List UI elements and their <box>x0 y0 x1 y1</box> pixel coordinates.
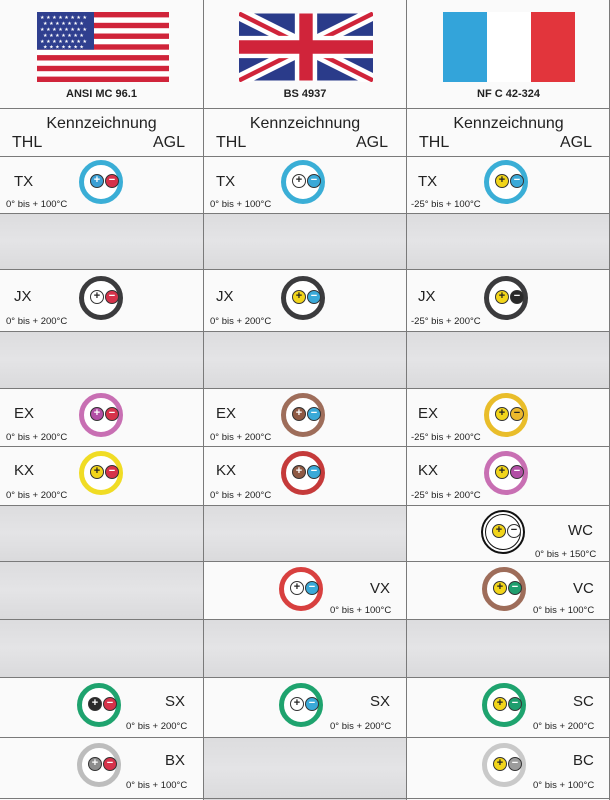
svg-text:★ ★ ★ ★ ★ ★ ★: ★ ★ ★ ★ ★ ★ ★ <box>43 21 84 27</box>
code-label: WC <box>568 522 593 539</box>
marking-title: Kennzeichnung <box>453 115 564 132</box>
temp-range: -25° bis + 200°C <box>411 316 481 327</box>
minus-icon: − <box>510 524 518 536</box>
svg-text:★ ★ ★ ★ ★ ★ ★ ★: ★ ★ ★ ★ ★ ★ ★ ★ <box>40 27 87 33</box>
positive-conductor-icon <box>88 757 102 771</box>
plus-icon: + <box>91 697 99 709</box>
cable-cross-section-icon <box>79 393 123 437</box>
negative-conductor-icon <box>105 174 119 188</box>
positive-conductor-icon <box>495 407 509 421</box>
plus-icon: + <box>93 407 101 419</box>
empty-row <box>0 619 610 677</box>
cable-cross-section-icon <box>484 451 528 495</box>
negative-conductor-icon <box>510 290 524 304</box>
plus-icon: + <box>93 174 101 186</box>
cable-cross-section-icon <box>281 451 325 495</box>
plus-icon: + <box>498 174 506 186</box>
code-label: VX <box>370 580 391 597</box>
plus-icon: + <box>293 581 301 593</box>
negative-conductor-icon <box>510 174 524 188</box>
negative-conductor-icon <box>510 407 524 421</box>
marking-title: Kennzeichnung <box>249 115 361 132</box>
temp-range: 0° bis + 200°C <box>126 721 188 732</box>
plus-icon: + <box>496 757 504 769</box>
temp-range: 0° bis + 200°C <box>6 316 68 327</box>
code-label: BX <box>165 752 186 769</box>
positive-conductor-icon <box>493 697 507 711</box>
positive-conductor-icon <box>290 581 304 595</box>
code-label: KX <box>418 462 439 479</box>
positive-conductor-icon <box>292 174 306 188</box>
plus-icon: + <box>293 697 301 709</box>
minus-icon: − <box>106 697 114 709</box>
cable-cross-section-icon <box>481 510 525 554</box>
cable-cross-section-icon <box>281 160 325 204</box>
positive-conductor-icon <box>493 757 507 771</box>
code-label: SX <box>370 693 391 710</box>
code-label: KX <box>14 462 35 479</box>
positive-conductor-icon <box>90 174 104 188</box>
plus-icon: + <box>295 465 303 477</box>
minus-icon: − <box>308 697 316 709</box>
plus-icon: + <box>496 581 504 593</box>
cable-cross-section-icon <box>281 276 325 320</box>
positive-conductor-icon <box>90 290 104 304</box>
negative-conductor-icon <box>103 697 117 711</box>
standard-name: ANSI MC 96.1 <box>66 88 137 100</box>
code-label: SX <box>165 693 186 710</box>
cable-cross-section-icon <box>77 743 121 787</box>
temp-range: 0° bis + 200°C <box>210 432 272 443</box>
uk-flag <box>239 12 373 82</box>
temp-range: 0° bis + 100°C <box>533 605 595 616</box>
empty-cell <box>204 737 406 800</box>
agl-label: AGL <box>355 134 388 151</box>
fr-flag <box>443 12 575 82</box>
code-label: EX <box>418 405 439 422</box>
cable-cross-section-icon <box>79 276 123 320</box>
temp-range: 0° bis + 100°C <box>126 780 188 791</box>
standard-header-nf <box>407 0 610 108</box>
code-label: VC <box>573 580 594 597</box>
minus-icon: − <box>310 174 318 186</box>
positive-conductor-icon <box>495 465 509 479</box>
cable-cross-section-icon <box>482 743 526 787</box>
code-label: SC <box>573 693 594 710</box>
minus-icon: − <box>108 290 116 302</box>
temp-range: 0° bis + 200°C <box>533 721 595 732</box>
thl-label: THL <box>419 134 450 151</box>
temp-range: 0° bis + 200°C <box>210 490 272 501</box>
plus-icon: + <box>91 757 99 769</box>
standard-header-ansi <box>0 0 203 108</box>
svg-text:★ ★ ★ ★ ★ ★ ★ ★: ★ ★ ★ ★ ★ ★ ★ ★ <box>40 15 87 21</box>
minus-icon: − <box>513 465 521 477</box>
temp-range: 0° bis + 200°C <box>330 721 392 732</box>
cable-cross-section-icon <box>279 683 323 727</box>
negative-conductor-icon <box>105 465 119 479</box>
temp-range: 0° bis + 100°C <box>210 199 272 210</box>
plus-icon: + <box>93 290 101 302</box>
positive-conductor-icon <box>290 697 304 711</box>
plus-icon: + <box>93 465 101 477</box>
temp-range: 0° bis + 200°C <box>210 316 272 327</box>
positive-conductor-icon <box>495 290 509 304</box>
code-label: KX <box>216 462 237 479</box>
marking-header-bs <box>204 108 406 156</box>
minus-icon: − <box>108 465 116 477</box>
code-label: TX <box>418 173 438 190</box>
positive-conductor-icon <box>90 407 104 421</box>
positive-conductor-icon <box>493 581 507 595</box>
positive-conductor-icon <box>292 290 306 304</box>
cable-cross-section-icon <box>484 160 528 204</box>
code-label: BC <box>573 752 594 769</box>
negative-conductor-icon <box>307 407 321 421</box>
code-label: JX <box>216 288 234 305</box>
plus-icon: + <box>495 524 503 536</box>
cable-cross-section-icon <box>484 276 528 320</box>
temp-range: -25° bis + 200°C <box>411 432 481 443</box>
plus-icon: + <box>295 174 303 186</box>
cable-cross-section-icon <box>482 683 526 727</box>
negative-conductor-icon <box>305 581 319 595</box>
code-label: EX <box>14 405 35 422</box>
temp-range: -25° bis + 200°C <box>411 490 481 501</box>
minus-icon: − <box>310 290 318 302</box>
minus-icon: − <box>511 757 519 769</box>
minus-icon: − <box>308 581 316 593</box>
temp-range: 0° bis + 200°C <box>6 432 68 443</box>
marking-header-ansi <box>0 108 203 156</box>
svg-text:★ ★ ★ ★ ★ ★ ★: ★ ★ ★ ★ ★ ★ ★ <box>43 44 84 51</box>
code-label: JX <box>418 288 436 305</box>
negative-conductor-icon <box>307 465 321 479</box>
negative-conductor-icon <box>307 174 321 188</box>
negative-conductor-icon <box>305 697 319 711</box>
plus-icon: + <box>295 407 303 419</box>
code-label: JX <box>14 288 32 305</box>
standard-name: BS 4937 <box>283 88 327 100</box>
cable-cross-section-icon <box>79 160 123 204</box>
thl-label: THL <box>12 134 43 151</box>
temp-range: 0° bis + 150°C <box>535 549 597 560</box>
svg-text:★ ★ ★ ★ ★ ★ ★: ★ ★ ★ ★ ★ ★ ★ <box>43 33 84 39</box>
standard-header-bs <box>204 0 406 108</box>
plus-icon: + <box>496 697 504 709</box>
code-label: TX <box>14 173 34 190</box>
code-label: EX <box>216 405 237 422</box>
negative-conductor-icon <box>105 407 119 421</box>
negative-conductor-icon <box>510 465 524 479</box>
minus-icon: − <box>106 757 114 769</box>
temp-range: 0° bis + 100°C <box>6 199 68 210</box>
agl-label: AGL <box>559 134 592 151</box>
svg-text:★ ★ ★ ★ ★ ★ ★ ★: ★ ★ ★ ★ ★ ★ ★ ★ <box>40 39 87 45</box>
temp-range: -25° bis + 100°C <box>411 199 481 210</box>
minus-icon: − <box>310 465 318 477</box>
minus-icon: − <box>511 581 519 593</box>
cable-cross-section-icon <box>281 393 325 437</box>
negative-conductor-icon <box>508 757 522 771</box>
temp-range: 0° bis + 100°C <box>533 780 595 791</box>
us-flag <box>37 12 169 82</box>
minus-icon: − <box>513 174 521 186</box>
plus-icon: + <box>295 290 303 302</box>
agl-label: AGL <box>152 134 185 151</box>
cable-cross-section-icon <box>79 451 123 495</box>
positive-conductor-icon <box>495 174 509 188</box>
minus-icon: − <box>108 174 116 186</box>
plus-icon: + <box>498 407 506 419</box>
negative-conductor-icon <box>307 290 321 304</box>
positive-conductor-icon <box>292 465 306 479</box>
minus-icon: − <box>513 290 521 302</box>
cable-cross-section-icon <box>77 683 121 727</box>
standard-name: NF C 42-324 <box>477 88 540 100</box>
minus-icon: − <box>511 697 519 709</box>
negative-conductor-icon <box>508 697 522 711</box>
positive-conductor-icon <box>492 524 506 538</box>
marking-title: Kennzeichnung <box>46 115 157 132</box>
negative-conductor-icon <box>105 290 119 304</box>
empty-cell <box>0 561 203 619</box>
empty-row <box>0 213 610 269</box>
temp-range: 0° bis + 100°C <box>330 605 392 616</box>
minus-icon: − <box>108 407 116 419</box>
negative-conductor-icon <box>103 757 117 771</box>
positive-conductor-icon <box>88 697 102 711</box>
cable-cross-section-icon <box>482 567 526 611</box>
positive-conductor-icon <box>90 465 104 479</box>
temp-range: 0° bis + 200°C <box>6 490 68 501</box>
plus-icon: + <box>498 465 506 477</box>
cable-cross-section-icon <box>279 567 323 611</box>
negative-conductor-icon <box>507 524 521 538</box>
marking-header-nf <box>407 108 610 156</box>
empty-row <box>0 331 610 388</box>
minus-icon: − <box>513 407 521 419</box>
positive-conductor-icon <box>292 407 306 421</box>
negative-conductor-icon <box>508 581 522 595</box>
code-label: TX <box>216 173 236 190</box>
cable-cross-section-icon <box>484 393 528 437</box>
plus-icon: + <box>498 290 506 302</box>
thl-label: THL <box>216 134 247 151</box>
minus-icon: − <box>310 407 318 419</box>
